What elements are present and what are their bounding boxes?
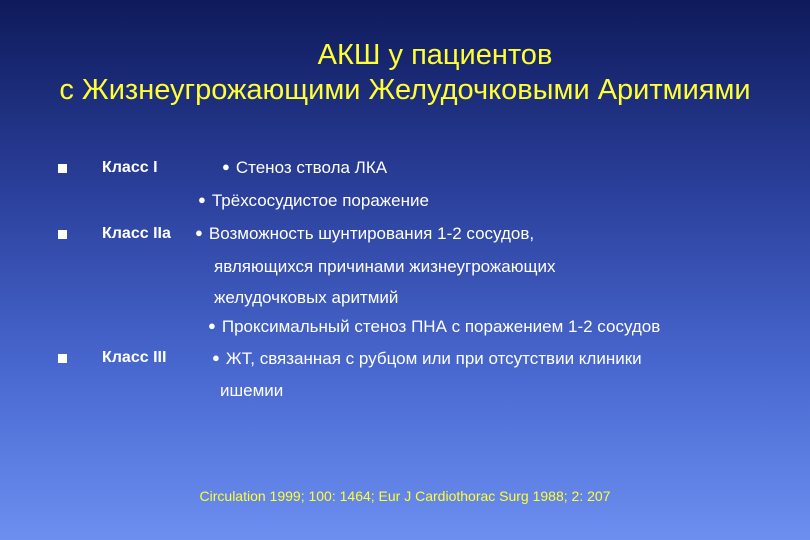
class-3-item-1: ● ЖТ, связанная с рубцом или при отсутствии клиники [212, 349, 642, 368]
class-1-item-2: ● Трёхсосудистое поражение [198, 191, 429, 210]
class-3-item-1-cont: ишемии [220, 381, 284, 400]
class-2a-item-1-cont-1: являющихся причинами жизнеугрожающих [214, 257, 556, 276]
dot-bullet-icon: ● [208, 318, 216, 333]
class-3-label: Класс III [102, 349, 167, 366]
class-2a-item-1-cont-2: желудочковых аритмий [214, 288, 399, 307]
dot-bullet-icon: ● [222, 159, 230, 174]
square-bullet-icon [58, 230, 67, 239]
class-1-item-1: ● Стеноз ствола ЛКА [222, 158, 388, 177]
square-bullet-icon [58, 164, 67, 173]
square-bullet-icon [58, 354, 67, 363]
class-2a-item-1: ● Возможность шунтирования 1-2 сосудов, [195, 224, 535, 243]
class-2a-item-2: ● Проксимальный стеноз ПНА с поражением 1-2 сосудов [208, 317, 661, 336]
slide-title-line2: с Жизнеугрожающими Желудочковыми Аритмиями [59, 74, 751, 106]
dot-bullet-icon: ● [212, 350, 220, 365]
class-2a-label: Класс IIa [102, 225, 171, 242]
dot-bullet-icon: ● [198, 192, 206, 207]
class-1-label: Класс I [102, 159, 158, 176]
slide-title-line1: АКШ у пациентов [317, 39, 553, 71]
reference-citation: Circulation 1999; 100: 1464; Eur J Cardiothorac Surg 1988; 2: 207 [199, 488, 611, 504]
dot-bullet-icon: ● [195, 225, 203, 240]
